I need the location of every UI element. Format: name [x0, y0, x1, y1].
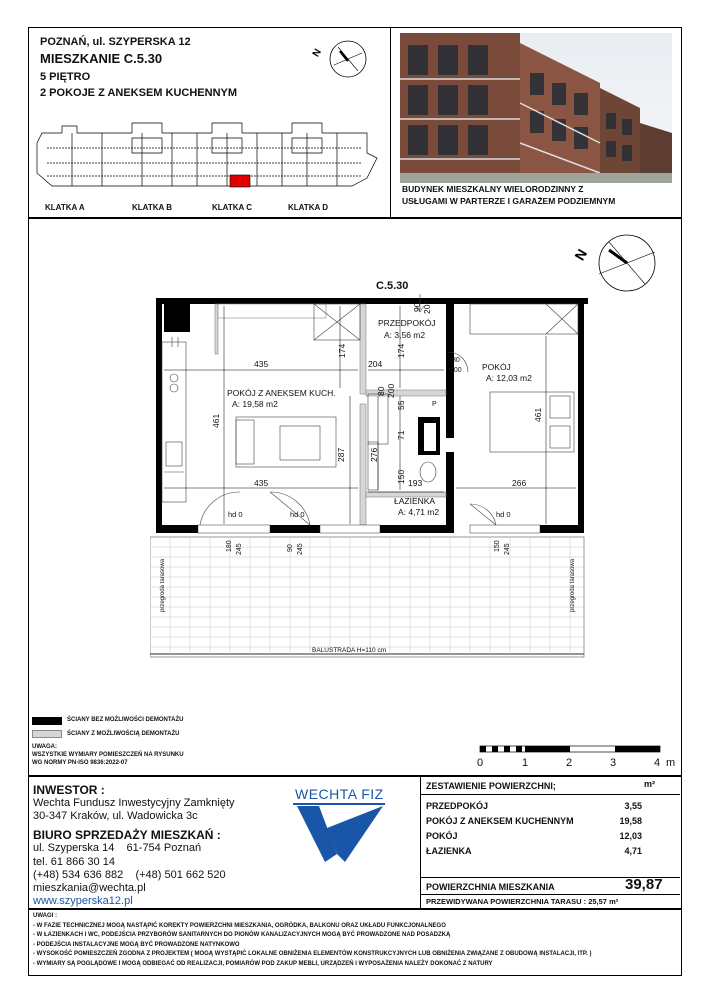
dim-hall-v: 174 — [337, 343, 347, 358]
scale-tick-4: 4 — [654, 757, 661, 769]
north-label-small: N — [310, 47, 324, 59]
room-living-area: A: 19,58 m2 — [232, 399, 278, 409]
room-bedroom-area: A: 12,03 m2 — [486, 373, 532, 383]
area-row-value: 12,03 — [619, 830, 642, 841]
legend-note-title: UWAGA: — [32, 744, 57, 750]
investor-line-2: 30-347 Kraków, ul. Wadowicka 3c — [33, 810, 198, 822]
dim-p-label: P — [432, 401, 437, 408]
areas-unit: m² — [644, 779, 655, 789]
area-row-name: POKÓJ — [426, 830, 458, 841]
address-text: POZNAŃ, ul. SZYPERSKA 12 — [40, 36, 191, 48]
dim-kitchen-bottom: 435 — [254, 478, 269, 488]
dim-balcony-245c: 245 — [504, 543, 511, 555]
dim-balcony-245b: 245 — [297, 543, 304, 555]
sales-line-3: (+48) 534 636 882 (+48) 501 662 520 — [33, 869, 226, 881]
area-row-value: 3,55 — [624, 800, 642, 811]
note-item: - WYMIARY SĄ POGLĄDOWE I MOGĄ ODBIEGAĆ OD REALIZACJI, POMIARÓW POD ZAKUP MEBLI, URZĄDZEŃ I WYPOSAŻENIA NALEŻY DOKONAĆ Z NATURY — [33, 960, 493, 967]
rooms-text: 2 POKOJE Z ANEKSEM KUCHENNYM — [40, 87, 238, 99]
staircase-d: KLATKA D — [288, 203, 328, 212]
legend-solid-label: ŚCIANY BEZ MOŻLIWOŚCI DEMONTAŻU — [67, 717, 184, 723]
sales-email-link[interactable]: mieszkania@wechta.pl — [33, 882, 146, 894]
logo-w-icon — [297, 806, 383, 862]
total-rule-bottom — [421, 894, 680, 895]
floor-plan — [150, 292, 590, 662]
sales-line-2: tel. 61 866 30 14 — [33, 856, 115, 868]
partition-label-left: przegroda tarasowa — [160, 558, 166, 612]
staircase-b: KLATKA B — [132, 203, 172, 212]
dim-71: 71 — [396, 430, 406, 440]
note-item: - PODEJŚCIA INSTALACYJNE MOGĄ BYĆ PROWADZONE NATYNKOWO — [33, 941, 240, 948]
scale-tick-0: 0 — [477, 757, 484, 769]
note-item: - W ŁAZIENKACH I WC, PODEJŚCIA PRZYBORÓW SANITARNYCH DO PIONÓW KANALIZACYJNYCH MOGĄ BYĆ PROWADZONE NAD POSADZKĄ — [33, 932, 451, 938]
partition-label-right: przegroda tarasowa — [570, 558, 576, 612]
scale-tick-1: 1 — [522, 757, 529, 769]
notes-title: UWAGI : — [33, 913, 57, 919]
total-label: POWIERZCHNIA MIESZKANIA — [426, 882, 555, 892]
total-value: 39,87 — [625, 876, 663, 893]
logo-text: WECHTA FIZ — [295, 786, 384, 802]
area-row — [426, 828, 672, 843]
balustrade-label: BALUSTRADA H=110 cm — [312, 647, 387, 654]
header-divider — [390, 27, 391, 217]
scale-tick-3: 3 — [610, 757, 617, 769]
legend-solid-swatch — [32, 717, 62, 725]
legend-light-swatch — [32, 730, 62, 738]
dim-kitchen-top: 435 — [254, 359, 269, 369]
notes-block — [33, 912, 678, 969]
dim-200a: 200 — [386, 383, 396, 398]
dim-287: 287 — [336, 447, 346, 462]
plan-unit-code: C.5.30 — [376, 280, 409, 292]
unit-title: MIESZKANIE C.5.30 — [40, 51, 163, 66]
dim-balcony-180: 180 — [226, 540, 233, 552]
dim-hd-3: hd 0 — [496, 510, 511, 519]
area-row — [426, 843, 672, 858]
dim-hd-1: hd 0 — [228, 510, 243, 519]
dim-kitchen-height: 461 — [211, 413, 221, 428]
dim-80a: 80 — [376, 386, 386, 396]
dim-200c: 200 — [450, 367, 462, 374]
floor-text: 5 PIĘTRO — [40, 71, 91, 83]
area-row-name: POKÓJ Z ANEKSEM KUCHENNYM — [426, 815, 574, 826]
dim-200b: 200 — [422, 299, 432, 314]
terrace-area: PRZEWIDYWANA POWIERZCHNIA TARASU : 25,57 m² — [426, 897, 619, 906]
areas-title-rule — [421, 794, 680, 795]
dim-balcony-90: 90 — [287, 544, 294, 552]
dim-hall-v2: 174 — [396, 343, 406, 358]
room-hall-name: PRZEDPOKÓJ — [378, 318, 436, 328]
areas-title: ZESTAWIENIE POWIERZCHNI; — [426, 781, 556, 791]
area-row-name: ŁAZIENKA — [426, 845, 472, 856]
dim-276: 276 — [369, 447, 379, 462]
legend-note-2: WG NORMY PN-ISO 9836:2022-07 — [32, 760, 128, 766]
area-row — [426, 798, 672, 813]
dim-balcony-150: 150 — [494, 540, 501, 552]
areas-list — [426, 798, 672, 858]
room-bedroom-name: POKÓJ — [482, 362, 511, 372]
scale-bar — [478, 744, 668, 756]
dim-90: 90 — [412, 302, 422, 312]
dim-balcony-245a: 245 — [236, 543, 243, 555]
legend-light-label: ŚCIANY Z MOŻLIWOŚCIĄ DEMONTAŻU — [67, 731, 180, 737]
staircase-c: KLATKA C — [212, 203, 252, 212]
site-key-plan — [32, 118, 382, 200]
building-rendering — [400, 33, 672, 183]
scale-tick-2: 2 — [566, 757, 573, 769]
north-label-large: N — [571, 246, 591, 263]
sales-title: BIURO SPRZEDAŻY MIESZKAŃ : — [33, 828, 221, 842]
north-compass-small-icon — [310, 35, 370, 85]
dim-80b: 80 — [452, 357, 460, 364]
area-row — [426, 813, 672, 828]
note-item: - WYSOKOŚĆ POMIESZCZEŃ ZGODNA Z PROJEKTEM ( MOGĄ WYSTĄPIĆ LOKALNE OBNIŻENIA ELEMENTÓW KONSTRUKCYJNYCH LUB OBNIŻENIA ZWIĄZANE Z OBUDOWĄ INSTALACJI, ITP. ) — [33, 951, 592, 957]
north-compass-large-icon — [565, 230, 670, 300]
logo-underline — [293, 803, 385, 805]
area-row-name: PRZEDPOKÓJ — [426, 800, 489, 811]
dim-hall-w: 204 — [368, 359, 383, 369]
staircase-a: KLATKA A — [45, 203, 85, 212]
dim-150: 150 — [396, 469, 406, 484]
investor-line-1: Wechta Fundusz Inwestycyjny Zamknięty — [33, 797, 235, 809]
sales-line-1: ul. Szyperska 14 61-754 Poznań — [33, 842, 202, 854]
sales-website-link[interactable]: www.szyperska12.pl — [33, 895, 133, 907]
note-item: - W FAZIE TECHNICZNEJ MOGĄ NASTĄPIĆ KOREKTY POWIERZCHNI MIESZKANIA, OGRÓDKA, BALKONU ORAZ UKŁADU FUNKCJONALNEGO — [33, 922, 446, 929]
building-caption-2: USŁUGAMI W PARTERZE I GARAŻEM PODZIEMNYM — [402, 196, 616, 206]
dim-hd-2: hd 0 — [290, 510, 305, 519]
dim-55: 55 — [396, 400, 406, 410]
area-row-value: 4,71 — [624, 845, 642, 856]
dim-bath-w: 193 — [408, 478, 423, 488]
investor-title: INWESTOR : — [33, 783, 105, 797]
room-living-name: POKÓJ Z ANEKSEM KUCH. — [227, 388, 336, 398]
room-hall-area: A: 3,56 m2 — [384, 330, 426, 340]
dim-room-height: 461 — [533, 407, 543, 422]
legend-note-1: WSZYSTKIE WYMIARY POMIESZCZEŃ NA RYSUNKU — [32, 752, 184, 758]
area-row-value: 19,58 — [619, 815, 642, 826]
dim-room-w: 266 — [512, 478, 527, 488]
building-caption-1: BUDYNEK MIESZKALNY WIELORODZINNY Z — [402, 184, 584, 194]
room-bathroom-area: A: 4,71 m2 — [398, 507, 440, 517]
room-bathroom-name: ŁAZIENKA — [394, 496, 436, 506]
scale-unit: m — [666, 757, 676, 769]
